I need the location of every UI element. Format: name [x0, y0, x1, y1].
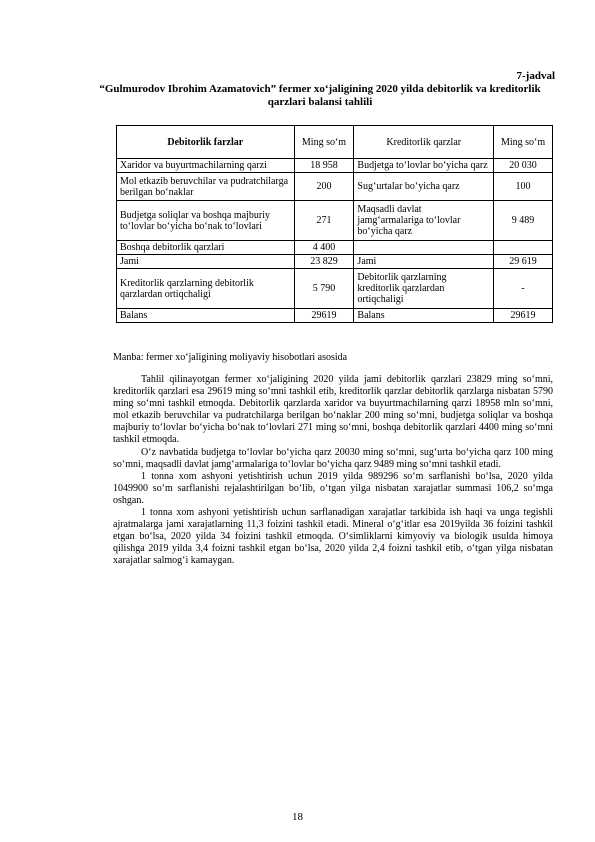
- credit-label: Jami: [354, 255, 494, 269]
- header-credit: Kreditorlik qarzlar: [354, 126, 494, 159]
- debit-label: Kreditorlik qarzlarning debitorlik qarzlardan ortiqchaligi: [117, 269, 295, 309]
- debit-value: 200: [294, 173, 354, 201]
- header-unit-credit: Ming so‘m: [494, 126, 553, 159]
- page-number: 18: [292, 811, 303, 823]
- header-debit: Debitorlik farzlar: [117, 126, 295, 159]
- table-number-label: 7-jadval: [516, 70, 555, 82]
- credit-label: [354, 241, 494, 255]
- table-row: [117, 159, 553, 173]
- credit-value: 100: [494, 173, 553, 201]
- table-row: [117, 255, 553, 269]
- credit-label: Maqsadli davlat jamg‘armalariga to‘lovlar bo‘yicha qarz: [354, 201, 494, 241]
- debit-label: Jami: [117, 255, 295, 269]
- credit-value: [494, 241, 553, 255]
- credit-value: 9 489: [494, 201, 553, 241]
- table-header-row: [117, 126, 553, 159]
- credit-label: Budjetga to‘lovlar bo‘yicha qarz: [354, 159, 494, 173]
- table-row: [117, 269, 553, 309]
- debit-label: Boshqa debitorlik qarzlari: [117, 241, 295, 255]
- table-source-note: Manba: fermer xo‘jaligining moliyaviy hisobotlari asosida: [113, 352, 348, 363]
- paragraph: 1 tonna xom ashyoni yetishtirish uchun sarflanadigan xarajatlar tarkibida ish haqi va unga tegishli ajratmalarga jami xarajatlarning 11,3 foizini tashkil etadi. Mineral o‘g‘itlar esa 2019yilda 36 foizini tashkil etgan bo‘lsa, 2020 yilda 34 foizini tashkil etmoqda. O‘simliklarni kimyoviy va biologik usulda himoya qilishga 2019 yilda 3,4 foizni tashkil etgan bo‘lsa, 2020 yilda 2,4 foizni tashkil etib, o‘tgan yilga nisbatan xarajatlar salmog‘i kamaygan.: [113, 507, 553, 567]
- credit-label: Balans: [354, 309, 494, 323]
- credit-label: Sug‘urtalar bo‘yicha qarz: [354, 173, 494, 201]
- debit-value: 23 829: [294, 255, 354, 269]
- header-unit-debit: Ming so‘m: [294, 126, 354, 159]
- body-text: [113, 374, 553, 568]
- credit-label: Debitorlik qarzlarning kreditorlik qarzlardan ortiqchaligi: [354, 269, 494, 309]
- debit-value: 5 790: [294, 269, 354, 309]
- debit-value: 4 400: [294, 241, 354, 255]
- paragraph: 1 tonna xom ashyoni yetishtirish uchun 2019 yilda 989296 so‘m sarflanishi bo‘lsa, 2020 yilda 1049900 so‘m sarflanishi rejalashtirilgan bo‘lib, o‘tgan yilga nisbatan xarajatlar summasi 106,2 so‘mga oshgan.: [113, 470, 553, 506]
- debit-label: Mol etkazib beruvchilar va pudratchilarga berilgan bo‘naklar: [117, 173, 295, 201]
- credit-value: 29 619: [494, 255, 553, 269]
- table-row: [117, 173, 553, 201]
- table-row: [117, 309, 553, 323]
- debit-value: 29619: [294, 309, 354, 323]
- table-title: “Gulmurodov Ibrohim Azamatovich” fermer xo‘jaligining 2020 yilda debitorlik va kreditorlik qarzlari balansi tahlili: [99, 83, 541, 108]
- credit-value: 20 030: [494, 159, 553, 173]
- table-row: [117, 201, 553, 241]
- credit-value: 29619: [494, 309, 553, 323]
- balance-table: [116, 125, 553, 323]
- credit-value: -: [494, 269, 553, 309]
- paragraph: O‘z navbatida budjetga to‘lovlar bo‘yicha qarz 20030 ming so‘mni, sug‘urta bo‘yicha qarz 100 ming so‘mni, maqsadli davlat jamg‘armalariga to‘lovlar bo‘yicha qarz 9489 ming so‘mni tashkil etadi.: [113, 446, 553, 470]
- debit-label: Balans: [117, 309, 295, 323]
- debit-value: 271: [294, 201, 354, 241]
- table-row: [117, 241, 553, 255]
- debit-label: Xaridor va buyurtmachilarning qarzi: [117, 159, 295, 173]
- debit-label: Budjetga soliqlar va boshqa majburiy to‘lovlar bo‘yicha bo‘nak to‘lovlari: [117, 201, 295, 241]
- debit-value: 18 958: [294, 159, 354, 173]
- paragraph: Tahlil qilinayotgan fermer xo‘jaligining 2020 yilda jami debitorlik qarzlari 23829 ming so‘mni, kreditorlik qarzlari esa 29619 ming so‘mni tashkil etib, kreditorlik qarzlar debitorlik qarzlarga nisbatan 5790 ming so‘mni tashkil etmoqda. Debitorlik qarzlarda xaridor va buyurtmachilarning qarzi 18958 mln so‘mni, mol etkazib beruvchilar va pudratchilarga berilgan bo‘naklar 200 ming so‘mni, budjetga soliqlar va boshqa majburiy to‘lovlar bo‘yicha bo‘nak to‘lovlari 271 ming so‘mni, boshqa debitorlik qarzlari 4400 ming so‘mni tashkil etmoqda.: [113, 374, 553, 446]
